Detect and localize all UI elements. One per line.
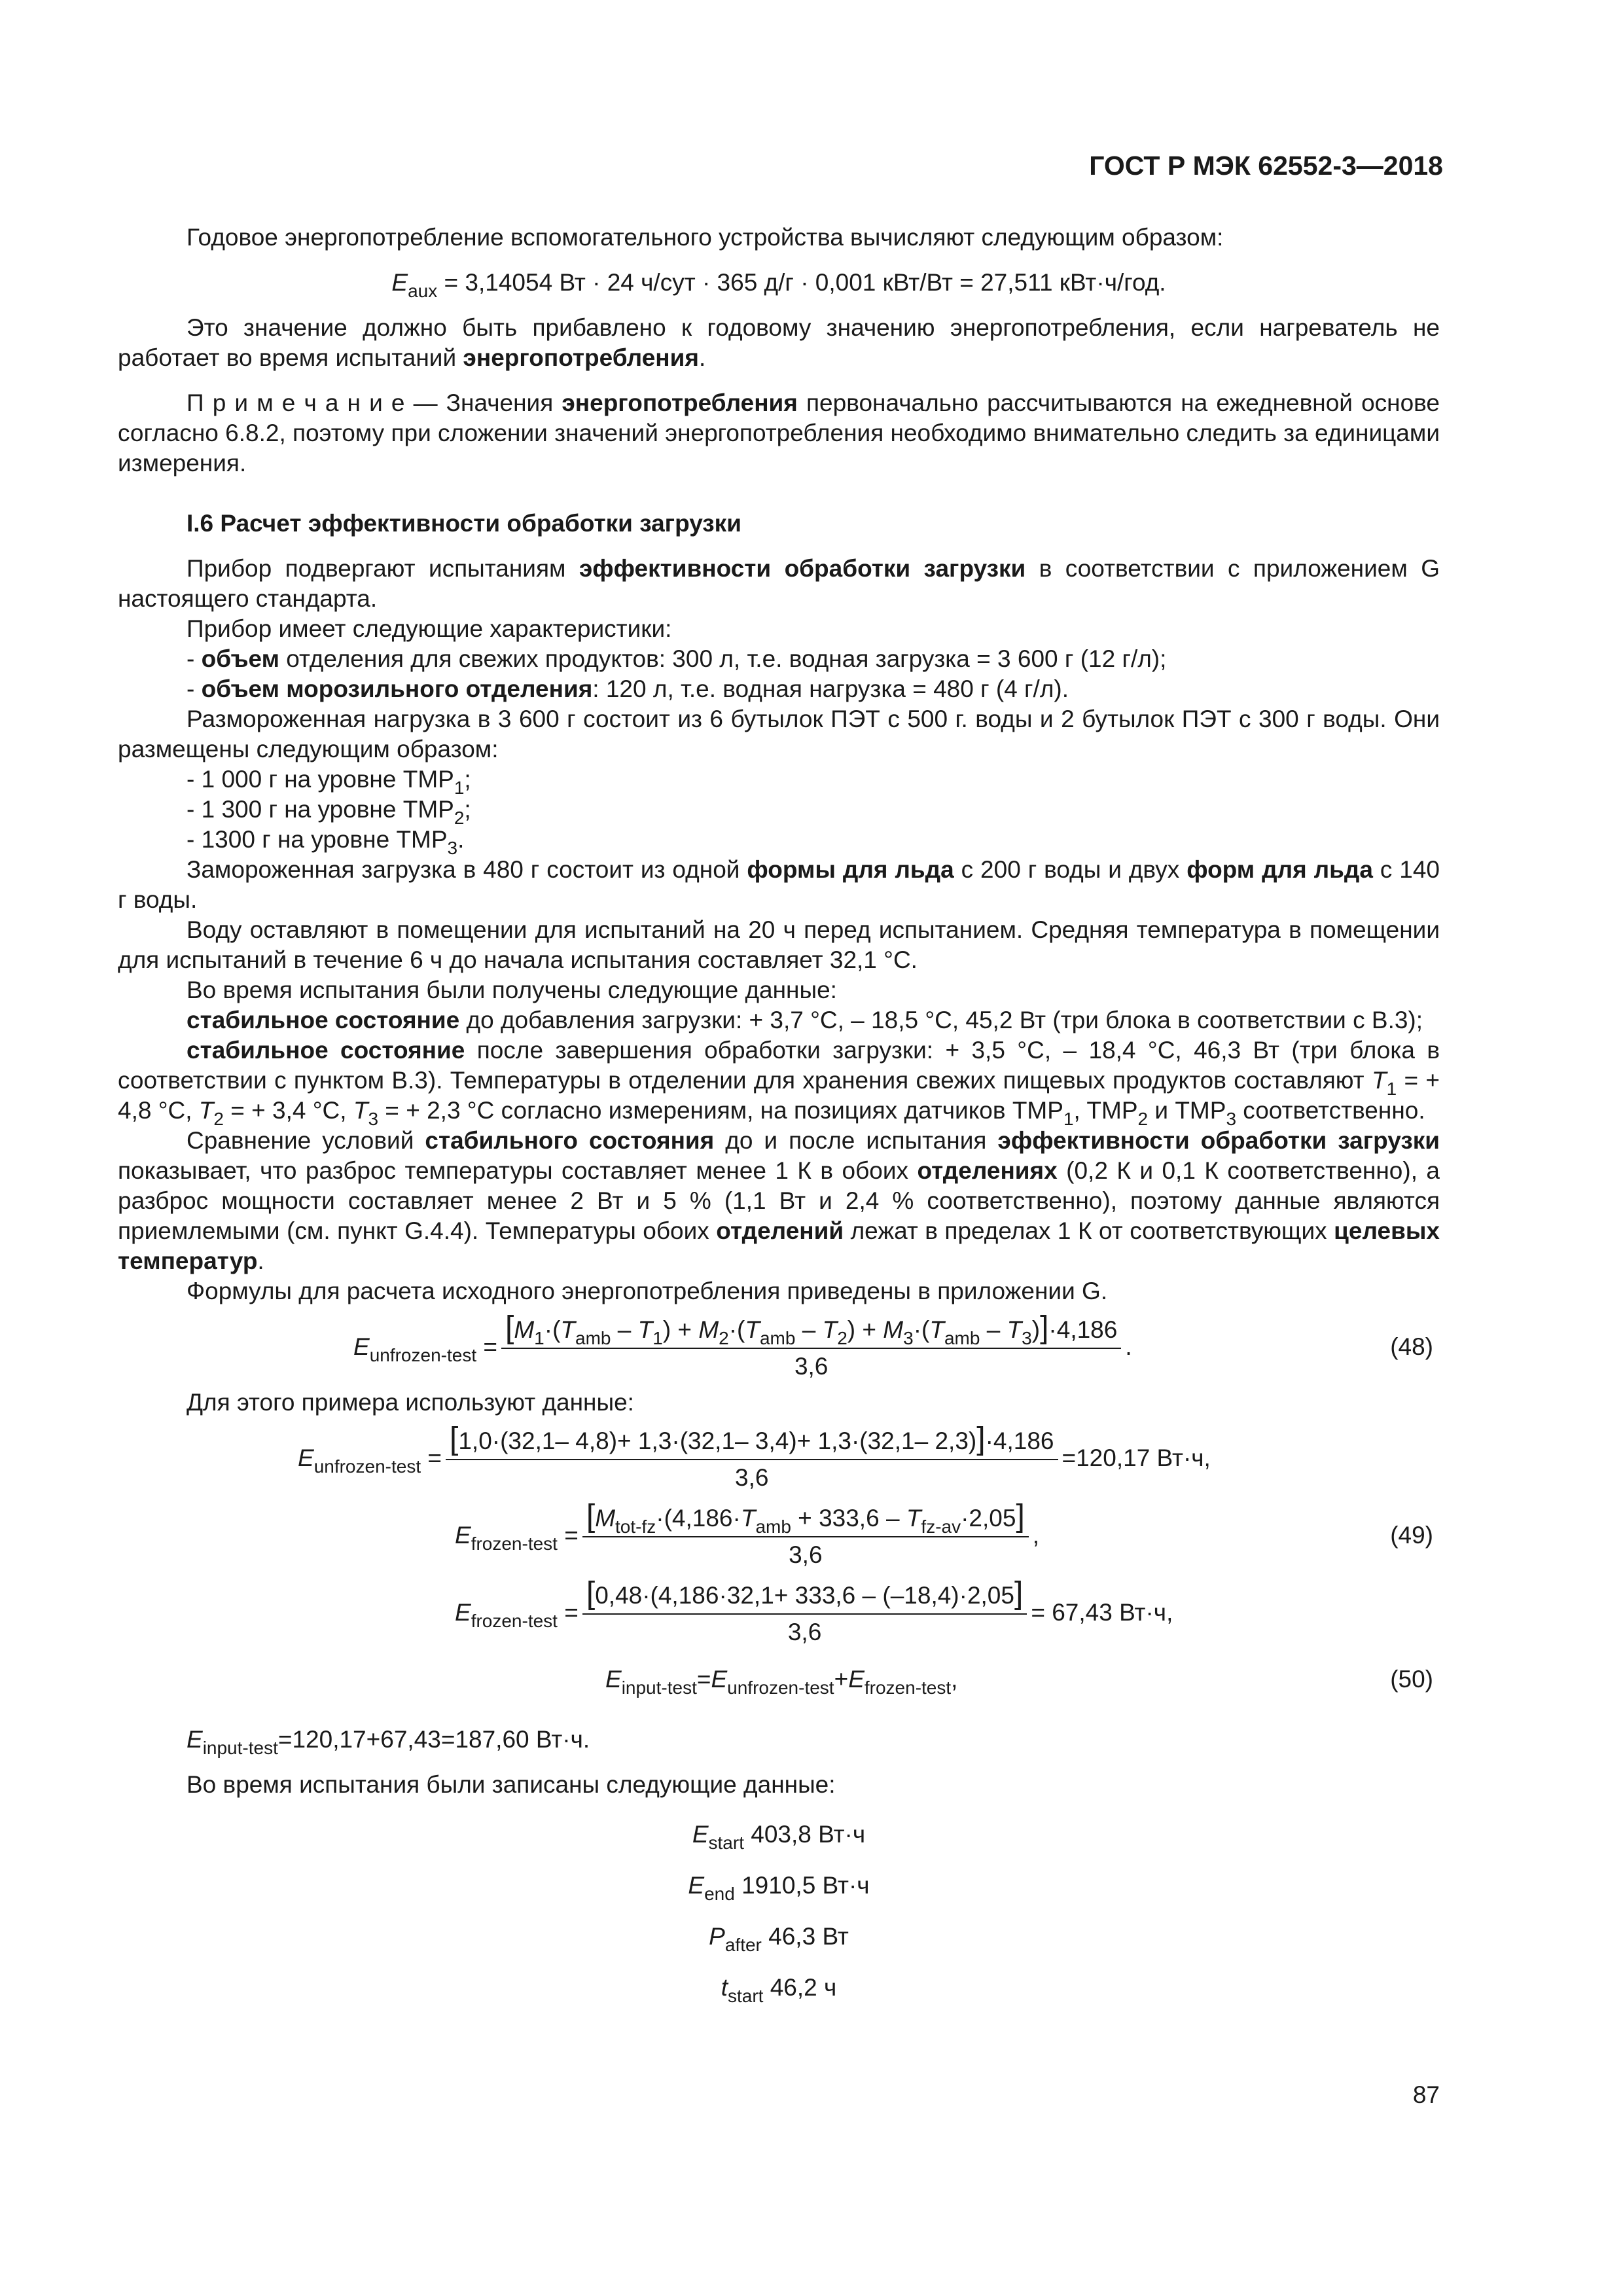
section-p5: Воду оставляют в помещении для испытаний на 20 ч перед испытанием. Средняя температура в помещении для испытаний в течение 6 ч до начала испытания составляет 32,1 °С. [118,916,1440,973]
section-p1: Прибор подвергают испытаниям эффективности обработки загрузки в соответствии с приложением G настоящего стандарта. [118,555,1440,612]
list-item: - 1 300 г на уровне $TMP_2$; [187,796,471,828]
annual-paragraph: Годовое энергопотребление вспомогательного устройства вычисляют следующим образом: [187,224,1224,251]
note-label: П р и м е ч а н и е [187,389,405,416]
note-paragraph: П р и м е ч а н и е — Значения энергопотребления первоначально рассчитываются на ежедневной основе согласно 6.8.2, поэтому при сложении значений энергопотребления необходимо внимательно следить за единицами измерения. [118,389,1440,476]
section-title: I.6 Расчет эффективности обработки загрузки [187,510,741,537]
page-number: 87 [1412,2081,1440,2108]
fraction: $\frac{[0,48\cdot(4,186\cdot 32,1+ 333,6 - (-18,4)\cdot 2,05]}{3,6}$ [582,1579,1027,1647]
equation-50: $E_{input-test}=E_{unfrozen-test}+E_{frozen-test}$, (50) [118,1653,1440,1706]
fraction: $\frac{[M_1\cdot(T_{amb} - T_1) + M_2\cdot(T_{amb} - T_2) + M_3\cdot(T_{amb} - T_3)]\cdot 4,186}{3,6}$ [501,1313,1121,1382]
list-item: - объем морозильного отделения: 120 л, т.е. водная нагрузка = 480 г (4 г/л). [187,675,1069,702]
aux-equation: $E_{aux} = 3,14054$ Вт · 24 ч/сут · 365 д/г · 0,001 кВт/Вт = 27,511 кВт·ч/год. [391,269,1166,301]
section-p11: Для этого примера используют данные: [187,1389,634,1416]
section-p7: стабильное состояние до добавления загрузки: + 3,7 °С, – 18,5 °С, 45,2 Вт (три блока в соответствии с В.3); [187,1007,1423,1033]
equation-number: (49) [1390,1522,1433,1549]
section-p13: Во время испытания были записаны следующие данные: [187,1771,836,1798]
document-header: ГОСТ Р МЭК 62552-3—2018 [1089,151,1443,181]
record-power-after: $P_{after}$ 46,3 Вт [709,1923,849,1955]
equation-number: (50) [1390,1666,1433,1693]
fraction: $\frac{[1,0\cdot(32,1- 4,8)+ 1,3\cdot(32,1- 3,4)+ 1,3\cdot(32,1- 2,3)]\cdot 4,186}{3,6}$ [446,1424,1058,1493]
list-item: - 1300 г на уровне $TMP_3$. [187,826,465,858]
section-p9: Сравнение условий стабильного состояния до и после испытания эффективности обработки загрузки показывает, что разброс температуры составляет менее 1 К в обоих отделениях (0,2 К и 0,1 К соответственно), а разброс мощности составляет менее 2 Вт и 5 % (1,1 Вт и 2,4 % соответственно), поэтому данные являются приемлемыми (см. пункт G.4.4). Температуры обоих отделений лежат в пределах 1 К от соответствующих целевых температур. [118,1127,1440,1274]
section-p8: стабильное состояние после завершения обработки загрузки: + 3,5 °С, – 18,4 °С, 46,3 Вт (три блока в соответствии с пунктом В.3). Температуры в отделении для хранения свежих пищевых продуктов составляют $T_1$ = + 4,8 °С, $T_2$ = + 3,4 °С, $T_3$ = + 2,3 °С согласно измерениям, на позициях датчиков $TMP_1$, $TMP_2$ и $TMP_3$ соответственно. [118,1037,1440,1129]
equation-48: $E_{unfrozen-test}$ = $\frac{[M_1\cdot(T_{amb} - T_1) + M_2\cdot(T_{amb} - T_2) + M_3\cdot(T_{amb} - T_3)]\cdot 4,186}{3,6}$ . (48) [118,1310,1440,1384]
input-result: $E_{input-test}=120,17+67,43=187,60$ Вт·ч. [187,1726,590,1758]
section-p10: Формулы для расчета исходного энергопотребления приведены в приложении G. [187,1278,1108,1304]
list-item: - 1 000 г на уровне $TMP_1$; [187,766,471,798]
section-p4: Замороженная загрузка в 480 г состоит из одной формы для льда с 200 г воды и двух форм для льда с 140 г воды. [118,856,1440,913]
page-content [118,223,1440,2006]
record-start-time: $t_{start}$ 46,2 ч [721,1974,837,2006]
list-item: - объем отделения для свежих продуктов: 300 л, т.е. водная загрузка = 3 600 г (12 г/л); [187,645,1167,672]
equation-example-2: $E_{frozen-test}$ = $\frac{[0,48\cdot(4,186\cdot 32,1+ 333,6 - (-18,4)\cdot 2,05]}{3,6}$ = 67,43 Вт·ч, [118,1576,1440,1649]
equation-number: (48) [1390,1333,1433,1360]
record-start-energy: $E_{start}$ 403,8 Вт·ч [692,1821,866,1853]
equation-example-1: $E_{unfrozen-test}$ = $\frac{[1,0\cdot(32,1- 4,8)+ 1,3\cdot(32,1- 3,4)+ 1,3\cdot(32,1- 2,3)]\cdot 4,186}{3,6}$ =120,17 Вт·ч, [118,1422,1440,1495]
section-p6: Во время испытания были получены следующие данные: [187,977,837,1003]
equation-49: $E_{frozen-test}$ = $\frac{[M_{tot-fz}\cdot(4,186\cdot T_{amb} + 333,6 - T_{fz-av}\cdot 2,05]}{3,6}$ , (49) [118,1499,1440,1572]
add-paragraph: Это значение должно быть прибавлено к годовому значению энергопотребления, если нагреватель не работает во время испытаний энергопотребления. [118,314,1440,371]
section-p2: Прибор имеет следующие характеристики: [187,615,672,642]
fraction: $\frac{[M_{tot-fz}\cdot(4,186\cdot T_{amb} + 333,6 - T_{fz-av}\cdot 2,05]}{3,6}$ [582,1501,1029,1570]
section-p3: Размороженная нагрузка в 3 600 г состоит из 6 бутылок ПЭТ с 500 г. воды и 2 бутылок ПЭТ с 300 г воды. Они размещены следующим образом: [118,706,1440,762]
record-end-energy: $E_{end}$ 1910,5 Вт·ч [688,1872,870,1904]
